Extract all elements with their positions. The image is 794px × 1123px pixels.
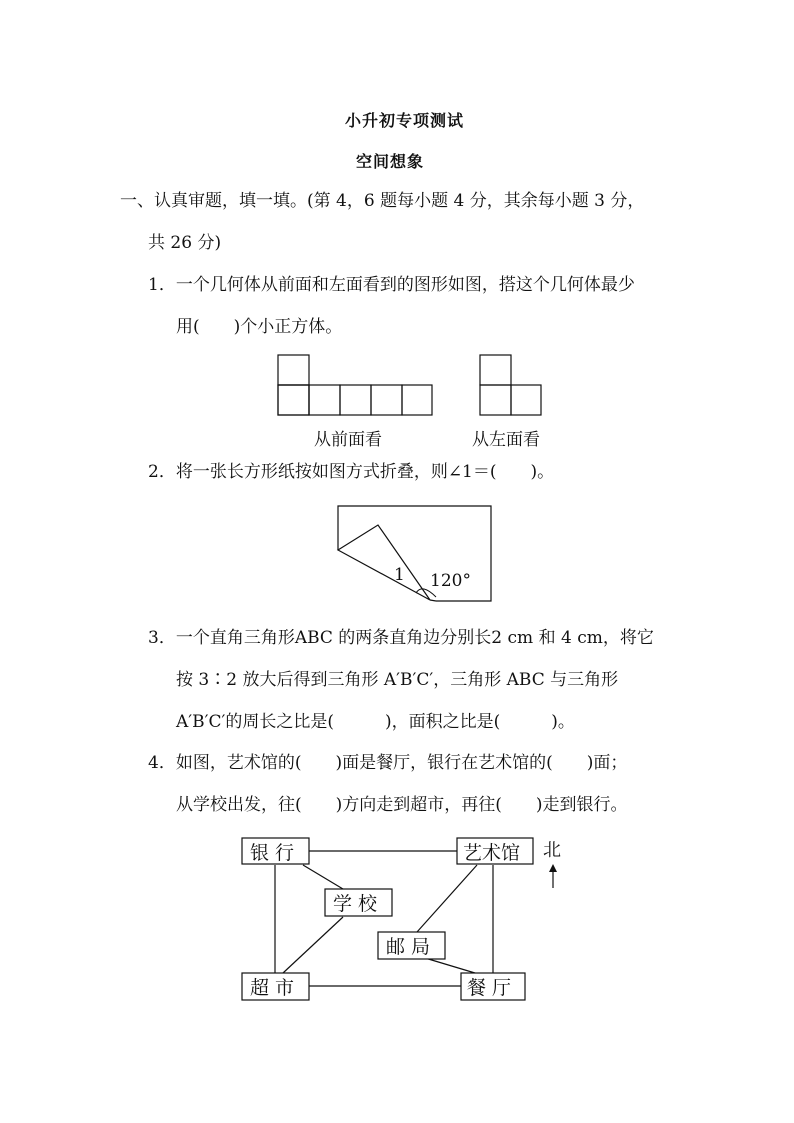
q1-text-line2: 用( )个小正方体。 xyxy=(176,317,343,337)
q2-figure xyxy=(330,498,500,608)
section-heading: 一、认真审题，填一填。(第 4，6 题每小题 4 分，其余每小题 3 分， xyxy=(120,191,645,211)
left-view xyxy=(480,355,541,415)
page-subtitle: 空间想象 xyxy=(356,152,425,171)
angle-1-label: 1 xyxy=(394,565,405,585)
q4-map xyxy=(235,830,575,1010)
q4-text-line1: 4．如图，艺术馆的( )面是餐厅，银行在艺术馆的( )面； xyxy=(148,753,628,773)
page-title: 小升初专项测试 xyxy=(345,111,465,130)
north-arrow-icon xyxy=(549,864,557,888)
q4-text-line2: 从学校出发，往( )方向走到超市，再往( )走到银行。 xyxy=(176,795,628,815)
map-museum: 艺术馆 xyxy=(463,842,521,864)
angle-120-label: 120° xyxy=(430,571,471,591)
q1-text-line1: 1．一个几何体从前面和左面看到的图形如图，搭这个几何体最少 xyxy=(148,275,635,295)
left-view-label: 从左面看 xyxy=(472,430,540,450)
map-school: 学 校 xyxy=(333,893,378,915)
section-heading-cont: 共 26 分) xyxy=(148,233,222,253)
folded-flap xyxy=(338,525,430,600)
front-view xyxy=(278,355,432,415)
north-label: 北 xyxy=(543,840,561,861)
front-view-label: 从前面看 xyxy=(314,430,382,450)
map-post-office: 邮 局 xyxy=(386,936,431,958)
map-bank: 银 行 xyxy=(250,842,295,864)
map-roads xyxy=(275,851,493,986)
map-restaurant: 餐 厅 xyxy=(467,977,512,999)
q3-text-line2: 按 3∶2 放大后得到三角形 A′B′C′，三角形 ABC 与三角形 xyxy=(176,670,619,690)
map-supermarket: 超 市 xyxy=(250,977,295,999)
q3-text-line3: A′B′C′的周长之比是( )，面积之比是( )。 xyxy=(176,712,575,732)
q2-text: 2．将一张长方形纸按如图方式折叠，则∠1＝( )。 xyxy=(148,462,555,482)
q3-text-line1: 3．一个直角三角形ABC 的两条直角边分别长2 cm 和 4 cm，将它 xyxy=(148,628,654,648)
